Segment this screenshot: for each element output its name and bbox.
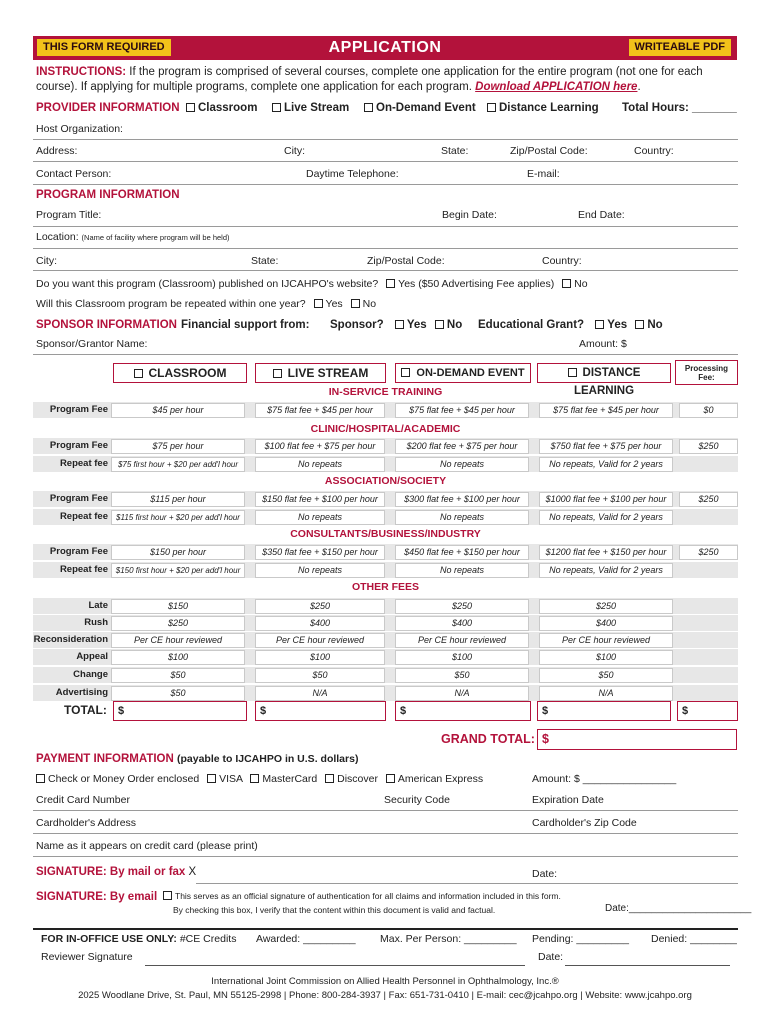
form-required-tag: THIS FORM REQUIRED [37, 39, 171, 56]
fee-cell: Per CE hour reviewed [255, 633, 385, 648]
location-label [36, 231, 230, 243]
program-country-label: Country: [542, 255, 582, 267]
publish-yes-label: Yes ($50 Advertising Fee applies) [398, 278, 555, 290]
fee-cell: $50 [395, 668, 529, 683]
reviewer-signature-label: Reviewer Signature [41, 951, 133, 963]
location-text: Location: [36, 231, 79, 243]
total-classroom[interactable]: $ [113, 701, 247, 721]
state-label: State: [441, 145, 469, 157]
instructions-text: If the program is comprised of several courses, complete one application for the entire program (not one for each course). If applying for multiple programs, complete one application for each program. [36, 66, 703, 93]
method-label: American Express [397, 773, 484, 785]
fee-row [33, 401, 738, 418]
sponsor-amount-label: Amount: $ [579, 338, 627, 350]
divider [33, 833, 738, 834]
fee-cell: $50 [255, 668, 385, 683]
sponsor-yes-checkbox[interactable] [395, 320, 404, 329]
fee-cell: N/A [255, 686, 385, 701]
grand-total-label: GRAND TOTAL: [441, 732, 535, 746]
card-number-label: Credit Card Number [36, 794, 130, 806]
footer-org: International Joint Commission on Allied Health Personnel in Ophthalmology, Inc.® [211, 976, 559, 987]
fee-cell: $100 [111, 650, 245, 665]
fee-row-label: Repeat fee [59, 511, 108, 522]
email-date-field[interactable]: Date:______________________ [605, 903, 752, 914]
checkbox[interactable] [487, 103, 496, 112]
fee-cell [679, 457, 738, 472]
fee-cell: No repeats, Valid for 2 years [539, 510, 673, 525]
fee-cell: $250 [539, 599, 673, 614]
fee-cell: Per CE hour reviewed [111, 633, 245, 648]
program-section-title: PROGRAM INFORMATION [36, 189, 180, 201]
name-on-card-label: Name as it appears on credit card (please print) [36, 840, 258, 852]
checkbox[interactable] [568, 368, 577, 377]
fee-row-label: Change [73, 669, 108, 680]
sponsor-question [330, 319, 462, 331]
repeat-question [36, 298, 376, 310]
grant-question [478, 319, 663, 331]
writeable-pdf-tag: WRITEABLE PDF [629, 39, 731, 56]
processing-fee-header: Processing Fee: [675, 360, 738, 385]
total-live-stream[interactable]: $ [255, 701, 386, 721]
fee-cell: No repeats [395, 563, 529, 578]
mastercard-checkbox[interactable] [250, 774, 259, 783]
col-live-stream[interactable] [255, 363, 386, 383]
fee-cell: $100 [395, 650, 529, 665]
city-label: City: [284, 145, 305, 157]
fee-cell: $250 [255, 599, 385, 614]
fee-row-label: Repeat fee [59, 564, 108, 575]
office-use-label [41, 933, 236, 945]
download-application-link[interactable]: Download APPLICATION here [475, 81, 638, 93]
sponsor-question-text: Sponsor? [330, 319, 384, 331]
checkbox[interactable] [134, 369, 143, 378]
fee-cell: $1000 flat fee + $100 per hour [539, 492, 673, 507]
fee-row [33, 508, 738, 525]
fee-cell: $150 [111, 599, 245, 614]
method-label: Check or Money Order enclosed [48, 773, 200, 785]
repeat-yes-label: Yes [325, 298, 343, 310]
total-distance-learning[interactable]: $ [537, 701, 671, 721]
fee-row-label: Rush [84, 617, 108, 628]
col-label: LIVE STREAM [287, 366, 369, 380]
location-note: (Name of facility where program will be held) [81, 233, 230, 242]
fee-row [33, 543, 738, 560]
fee-cell: Per CE hour reviewed [539, 633, 673, 648]
discover-checkbox[interactable] [325, 774, 334, 783]
fee-cell: $400 [395, 616, 529, 631]
email-attestation [163, 891, 561, 901]
expiration-label: Expiration Date [532, 794, 604, 806]
email-signature-checkbox[interactable] [163, 891, 172, 900]
fee-cell: $100 [539, 650, 673, 665]
fee-row [33, 631, 738, 648]
signature-line [196, 883, 738, 884]
sponsor-no-label: No [446, 319, 463, 331]
program-zip-label: Zip/Postal Code: [367, 255, 445, 267]
financial-support-label: Financial support from: [181, 319, 310, 331]
fee-cell: N/A [395, 686, 529, 701]
phone-label: Daytime Telephone: [306, 168, 399, 180]
divider [33, 810, 738, 811]
fee-cell: $400 [255, 616, 385, 631]
fee-cell: No repeats, Valid for 2 years [539, 457, 673, 472]
contact-label: Contact Person: [36, 168, 112, 180]
cardholder-address-label: Cardholder's Address [36, 817, 137, 829]
office-date-line [565, 965, 730, 966]
fee-cell: $450 flat fee + $150 per hour [395, 545, 529, 560]
option-label: On-Demand Event [376, 102, 476, 114]
fee-cell [679, 510, 738, 525]
publish-yes-checkbox[interactable] [386, 279, 395, 288]
fee-cell: $250 [395, 599, 529, 614]
fee-section-title: CONSULTANTS/BUSINESS/INDUSTRY [290, 528, 481, 540]
repeat-yes-checkbox[interactable] [314, 299, 323, 308]
pending-field[interactable]: Pending: _________ [532, 933, 629, 945]
fee-cell: $250 [679, 545, 738, 560]
cardholder-zip-label: Cardholder's Zip Code [532, 817, 637, 829]
fee-cell: $75 flat fee + $45 per hour [255, 403, 385, 418]
fee-cell: $400 [539, 616, 673, 631]
sponsor-no-checkbox[interactable] [435, 320, 444, 329]
publish-no-checkbox[interactable] [562, 279, 571, 288]
fee-cell: $100 flat fee + $75 per hour [255, 439, 385, 454]
option-label: Classroom [198, 102, 258, 114]
fee-row-label: Program Fee [49, 404, 108, 415]
fee-cell: No repeats [255, 457, 385, 472]
signature-mail-label [36, 866, 196, 878]
fee-cell: $75 flat fee + $45 per hour [395, 403, 529, 418]
fee-section-title: ASSOCIATION/SOCIETY [324, 475, 447, 487]
begin-date-label: Begin Date: [442, 209, 497, 221]
fee-row [33, 561, 738, 578]
col-distance-learning[interactable] [537, 363, 671, 397]
page-title: APPLICATION [328, 39, 442, 56]
repeat-no-checkbox[interactable] [351, 299, 360, 308]
signature-email-label: SIGNATURE: By email [36, 891, 158, 903]
amex-checkbox[interactable] [386, 774, 395, 783]
fee-cell: No repeats [395, 510, 529, 525]
option-label: Live Stream [284, 102, 350, 114]
checkbox[interactable] [273, 369, 282, 378]
total-on-demand[interactable]: $ [395, 701, 531, 721]
country-label: Country: [634, 145, 674, 157]
program-state-label: State: [251, 255, 279, 267]
fee-cell: $50 [111, 686, 245, 701]
office-use-title: FOR IN-OFFICE USE ONLY: [41, 933, 177, 945]
option-label: Distance Learning [499, 102, 599, 114]
col-label: ON-DEMAND EVENT [416, 367, 525, 379]
ce-credits-label: #CE Credits [179, 933, 237, 945]
fee-row-label: Program Fee [49, 493, 108, 504]
col-classroom[interactable] [113, 363, 247, 383]
method-label: MasterCard [262, 773, 318, 785]
fee-cell: $75 per hour [111, 439, 245, 454]
checkbox[interactable] [401, 368, 410, 377]
col-label: CLASSROOM [148, 366, 227, 380]
fee-row-label: Reconsideration [33, 634, 108, 645]
method-label: Discover [337, 773, 378, 785]
office-date-label: Date: [538, 951, 564, 963]
checkbox[interactable] [364, 103, 373, 112]
fee-cell: $115 per hour [111, 492, 245, 507]
fee-cell: $0 [679, 403, 738, 418]
fee-section-title: IN-SERVICE TRAINING [328, 386, 443, 398]
email-attestation-line1: This serves as an official signature of authentication for all claims and information included in this form. [175, 891, 561, 901]
grant-yes-checkbox[interactable] [595, 320, 604, 329]
fee-cell: Per CE hour reviewed [395, 633, 529, 648]
divider [33, 856, 738, 857]
fee-row [33, 455, 738, 472]
divider [33, 270, 738, 271]
fee-cell: $50 [111, 668, 245, 683]
divider [33, 184, 738, 185]
payment-title: PAYMENT INFORMATION [36, 753, 174, 765]
fee-cell: $150 flat fee + $100 per hour [255, 492, 385, 507]
grant-yes-label: Yes [607, 319, 628, 331]
email-attestation-line2: By checking this box, I verify that the content within this document is valid and factual. [173, 905, 496, 915]
sponsor-yes-label: Yes [406, 319, 427, 331]
fee-row [33, 614, 738, 631]
checkbox[interactable] [186, 103, 195, 112]
repeat-question-text: Will this Classroom program be repeated within one year? [36, 298, 306, 310]
payment-section-title [36, 753, 358, 765]
option-on-demand[interactable] [364, 102, 476, 114]
fee-cell [679, 563, 738, 578]
fee-cell: $750 flat fee + $75 per hour [539, 439, 673, 454]
fee-cell: $75 flat fee + $45 per hour [539, 403, 673, 418]
fee-row-label: Program Fee [49, 440, 108, 451]
divider [33, 161, 738, 162]
fee-cell: $75 first hour + $20 per add'l hour [111, 457, 245, 472]
col-on-demand[interactable] [395, 363, 531, 383]
grant-no-label: No [647, 319, 663, 331]
fee-cell: $350 flat fee + $150 per hour [255, 545, 385, 560]
fee-row [33, 648, 738, 665]
footer-contact: 2025 Woodlane Drive, St. Paul, MN 55125-2998 | Phone: 800-284-3937 | Fax: 651-731-0410 | E-mail: cec@jcahpo.org | Website: www.jcahpo.org [78, 990, 692, 1001]
payment-amount-field[interactable]: Amount: $ ________________ [532, 773, 677, 785]
option-live-stream[interactable] [272, 102, 349, 114]
awarded-field[interactable]: Awarded: _________ [256, 933, 356, 945]
fee-cell: $300 flat fee + $100 per hour [395, 492, 529, 507]
address-label: Address: [36, 145, 78, 157]
program-title-label: Program Title: [36, 209, 102, 221]
fee-cell: $150 per hour [111, 545, 245, 560]
fee-cell: $250 [679, 492, 738, 507]
visa-checkbox[interactable] [207, 774, 216, 783]
end-date-label: End Date: [578, 209, 625, 221]
provider-section-title: PROVIDER INFORMATION [36, 102, 180, 114]
zip-label: Zip/Postal Code: [510, 145, 588, 157]
fee-section-title: CLINIC/HOSPITAL/ACADEMIC [310, 423, 461, 435]
sponsor-section-title: SPONSOR INFORMATION [36, 319, 177, 331]
fee-cell: $50 [539, 668, 673, 683]
fee-row-label: Program Fee [49, 546, 108, 557]
total-hours-field[interactable]: Total Hours: _______ [622, 102, 737, 114]
publish-question [36, 278, 588, 290]
fee-cell: $250 [111, 616, 245, 631]
fee-cell: $150 first hour + $20 per add'l hour [111, 563, 245, 578]
grant-question-text: Educational Grant? [478, 319, 585, 331]
fee-cell: $115 first hour + $20 per add'l hour [111, 510, 245, 525]
program-city-label: City: [36, 255, 57, 267]
fee-row [33, 666, 738, 683]
instructions [36, 65, 736, 95]
option-distance-learning[interactable] [487, 102, 599, 114]
check-money-order-checkbox[interactable] [36, 774, 45, 783]
fee-row-label: Advertising [55, 687, 108, 698]
fee-cell: No repeats [255, 510, 385, 525]
option-classroom[interactable] [186, 102, 257, 114]
max-per-person-field[interactable]: Max. Per Person: _________ [380, 933, 517, 945]
payment-methods [36, 773, 483, 785]
method-label: VISA [219, 773, 243, 785]
divider [33, 354, 738, 355]
payment-subtitle: (payable to IJCAHPO in U.S. dollars) [177, 753, 359, 765]
total-label: TOTAL: [64, 703, 107, 717]
grand-total-field[interactable]: $ [537, 729, 737, 750]
fee-cell: N/A [539, 686, 673, 701]
host-org-label: Host Organization: [36, 123, 123, 135]
fee-row [33, 437, 738, 454]
denied-field[interactable]: Denied: ________ [651, 933, 737, 945]
instructions-period: . [637, 81, 641, 93]
divider [33, 226, 738, 227]
fee-row-label: Repeat fee [59, 458, 108, 469]
header-bar [33, 36, 737, 60]
signature-mail-text: SIGNATURE: By mail or fax [36, 866, 186, 878]
reviewer-line [145, 965, 525, 966]
repeat-no-label: No [362, 298, 377, 310]
divider [33, 248, 738, 249]
signature-date-label: Date: [532, 868, 558, 880]
fee-row-label: Late [88, 600, 108, 611]
fee-row [33, 597, 738, 614]
publish-question-text: Do you want this program (Classroom) published on IJCAHPO's website? [36, 278, 379, 290]
fee-section-title: OTHER FEES [351, 581, 420, 593]
col-label: DISTANCE LEARNING [573, 367, 641, 397]
fee-cell: No repeats, Valid for 2 years [539, 563, 673, 578]
fee-cell: $100 [255, 650, 385, 665]
fee-cell: $200 flat fee + $75 per hour [395, 439, 529, 454]
security-code-label: Security Code [384, 794, 450, 806]
fee-row [33, 490, 738, 507]
fee-row [33, 684, 738, 701]
fee-cell: $250 [679, 439, 738, 454]
checkbox[interactable] [272, 103, 281, 112]
grant-no-checkbox[interactable] [635, 320, 644, 329]
fee-cell: No repeats [395, 457, 529, 472]
sponsor-name-label: Sponsor/Grantor Name: [36, 338, 148, 350]
fee-row-label: Appeal [76, 651, 108, 662]
instructions-label: INSTRUCTIONS: [36, 66, 127, 78]
fee-cell: $1200 flat fee + $150 per hour [539, 545, 673, 560]
divider [33, 139, 738, 140]
publish-no-label: No [574, 278, 588, 290]
fee-cell: No repeats [255, 563, 385, 578]
fee-cell: $45 per hour [111, 403, 245, 418]
total-processing[interactable]: $ [677, 701, 738, 721]
email-label: E-mail: [527, 168, 560, 180]
signature-x-mark: X [188, 866, 197, 878]
